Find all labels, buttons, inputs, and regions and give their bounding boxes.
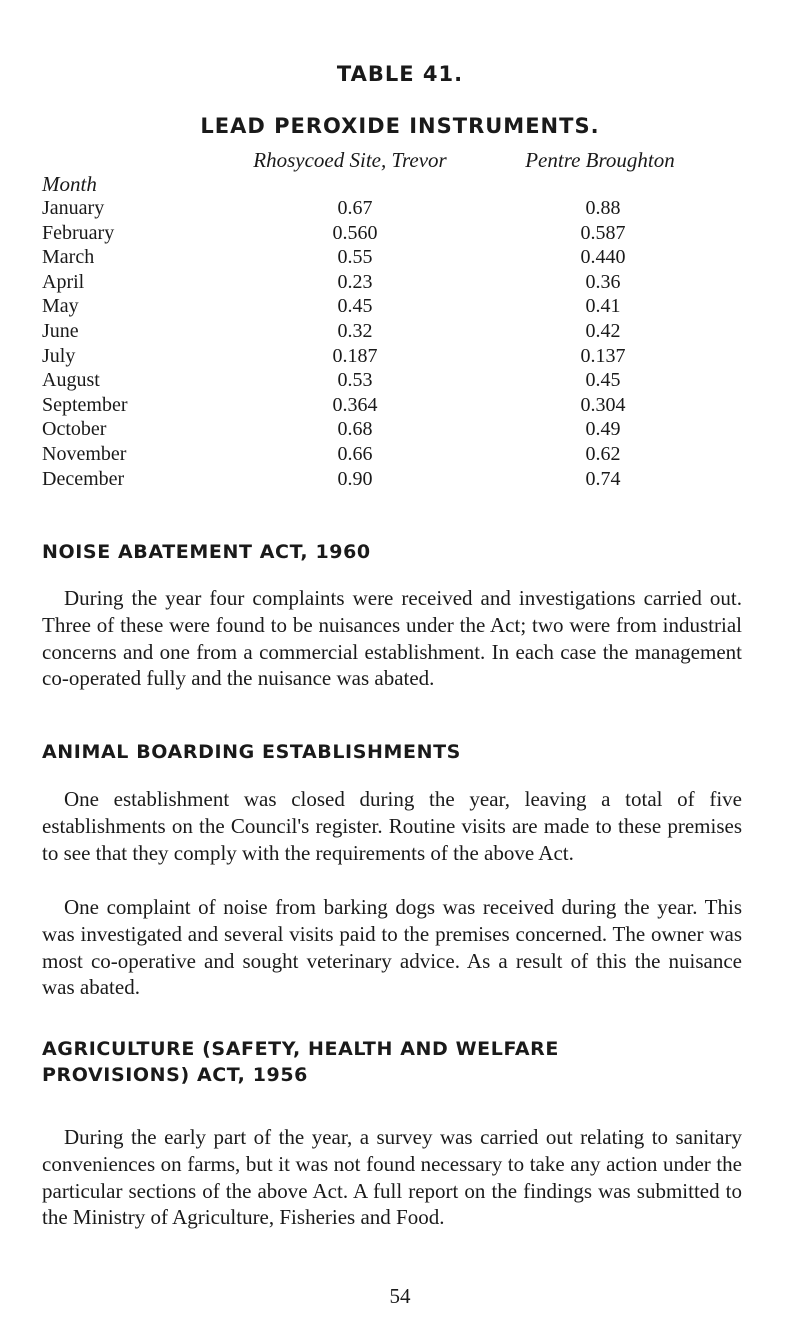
noise-paragraph: During the year four complaints were received and investigations carried out. Three of these were found to be nuisances under the Act; two were from industrial concerns and one from a commercial establishment. In each case the management co-operated fully and the nuisance was abated.: [42, 586, 742, 691]
table-title: TABLE 41.: [336, 62, 464, 86]
table-row: [0, 245, 800, 270]
rhosycoed-value: 0.187: [332, 344, 378, 367]
pentre-value: 0.62: [585, 442, 621, 465]
rhosycoed-value: 0.45: [337, 295, 373, 318]
rhosycoed-value: 0.560: [332, 221, 378, 244]
table-row: [0, 196, 800, 221]
month-cell: December: [42, 467, 125, 490]
rhosycoed-value: 0.364: [332, 393, 378, 416]
rhosycoed-value: 0.68: [337, 418, 373, 441]
table-row: [0, 294, 800, 319]
agriculture-heading: AGRICULTURE (SAFETY, HEALTH AND WELFARE PROVISIONS) ACT, 1956: [42, 1038, 559, 1086]
table-row: [0, 221, 800, 246]
pentre-value: 0.88: [585, 197, 621, 219]
month-cell: September: [42, 393, 128, 416]
table-row: [0, 319, 800, 344]
table-row: [0, 467, 800, 492]
table-row: [0, 417, 800, 442]
animal-heading: ANIMAL BOARDING ESTABLISHMENTS: [42, 741, 461, 763]
table-subtitle: LEAD PEROXIDE INSTRUMENTS.: [200, 114, 600, 138]
month-cell: July: [42, 344, 76, 367]
noise-heading: NOISE ABATEMENT ACT, 1960: [42, 541, 371, 563]
rhosycoed-value: 0.32: [337, 319, 373, 342]
header-rhosycoed: Rhosycoed Site, Trevor: [253, 148, 447, 172]
pentre-value: 0.74: [585, 467, 621, 490]
table-row: [0, 393, 800, 418]
month-cell: August: [42, 369, 100, 392]
table-row: [0, 442, 800, 467]
pentre-value: 0.440: [580, 246, 626, 269]
pentre-value: 0.41: [585, 295, 621, 318]
rhosycoed-value: 0.23: [337, 270, 373, 293]
month-cell: October: [42, 418, 107, 441]
table-row: [0, 368, 800, 393]
pentre-value: 0.36: [585, 270, 621, 293]
rhosycoed-value: 0.66: [337, 442, 373, 465]
month-cell: January: [42, 197, 105, 219]
table-row: [0, 344, 800, 369]
animal-paragraph-1: One establishment was closed during the year, leaving a total of five establishments on the Council's register. Routine visits are made to these premises to see that they comply with the requirements of the above Act.: [42, 787, 742, 865]
rhosycoed-value: 0.67: [337, 197, 373, 219]
pentre-value: 0.304: [580, 393, 626, 416]
header-month: Month: [42, 172, 97, 196]
rhosycoed-value: 0.55: [337, 246, 373, 269]
table-row: [0, 270, 800, 295]
month-cell: April: [42, 270, 85, 293]
pentre-value: 0.587: [580, 221, 626, 244]
rhosycoed-value: 0.90: [337, 467, 373, 490]
rhosycoed-value: 0.53: [337, 369, 373, 392]
page-number: 54: [389, 1284, 411, 1308]
pentre-value: 0.49: [585, 418, 621, 441]
header-pentre: Pentre Broughton: [525, 148, 675, 172]
pentre-value: 0.42: [585, 319, 621, 342]
month-cell: November: [42, 442, 127, 465]
pentre-value: 0.45: [585, 369, 621, 392]
animal-paragraph-2: One complaint of noise from barking dogs was received during the year. This was investigated and several visits paid to the premises concerned. The owner was most co-operative and sought veterinary advice. As a result of this the nuisance was abated.: [42, 895, 742, 1000]
agriculture-paragraph: During the early part of the year, a survey was carried out relating to sanitary conveniences on farms, but it was not found necessary to take any action under the particular sections of the above Act. A full report on the findings was submitted to the Ministry of Agriculture, Fisheries and Food.: [42, 1125, 742, 1230]
month-cell: March: [42, 246, 95, 269]
data-table: [0, 196, 800, 491]
month-cell: February: [42, 221, 115, 244]
month-cell: June: [42, 319, 79, 342]
month-cell: May: [42, 295, 79, 318]
pentre-value: 0.137: [580, 344, 626, 367]
